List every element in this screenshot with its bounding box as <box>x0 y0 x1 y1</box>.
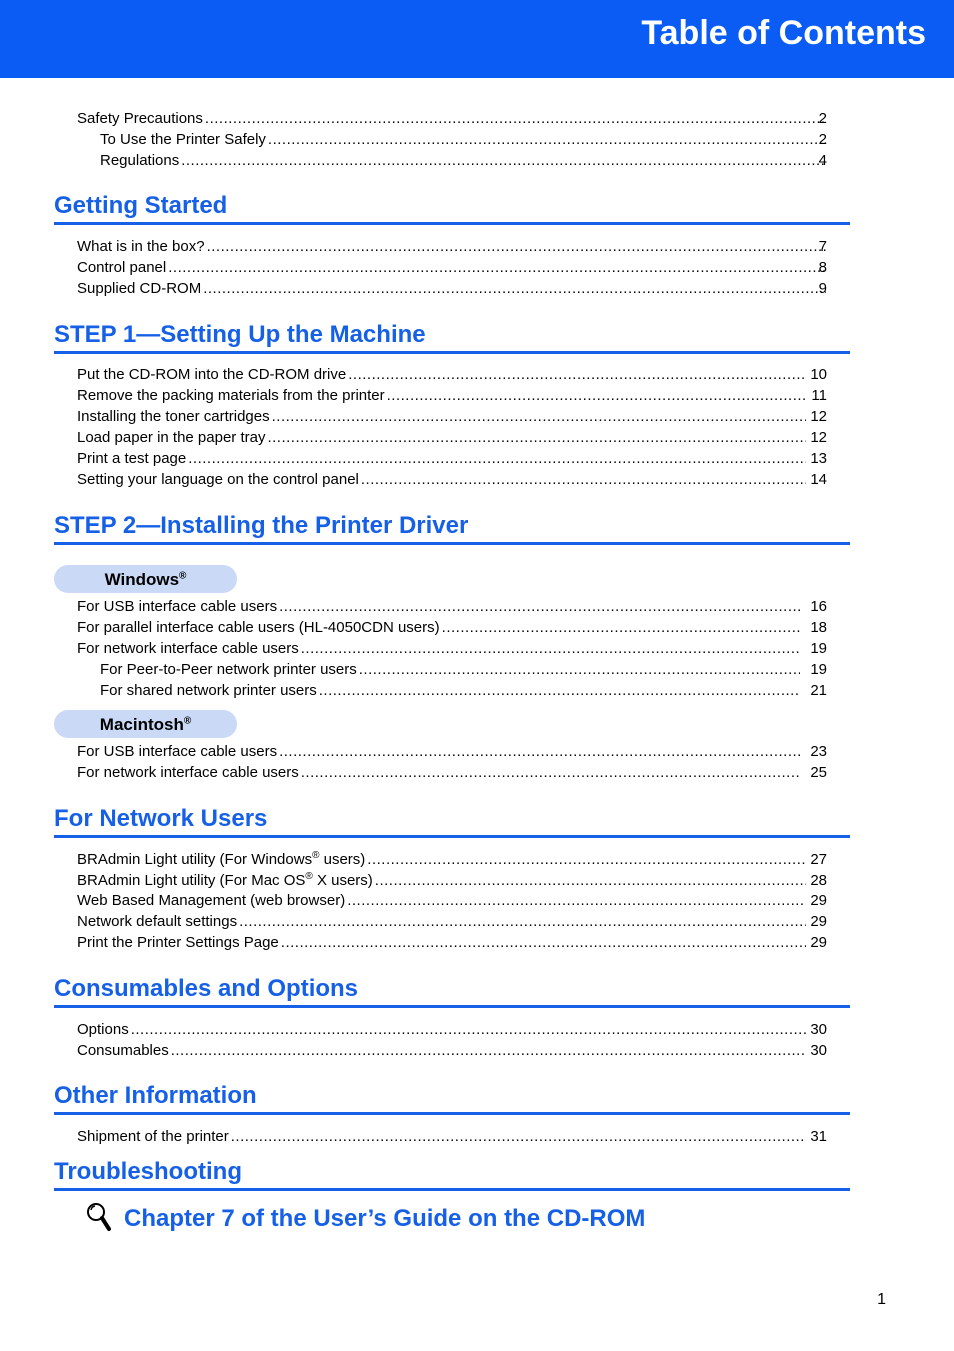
toc-entry-page: 30 <box>810 1042 827 1059</box>
toc-entry-page: 7 <box>818 238 827 255</box>
toc-entry[interactable] <box>0 469 954 490</box>
leader-dots <box>268 129 826 150</box>
toc-entry-page: 29 <box>810 934 827 951</box>
toc-entry-text: To Use the Printer Safely <box>100 131 266 148</box>
toc-entry[interactable] <box>0 680 954 701</box>
toc-entry-page: 31 <box>810 1128 827 1145</box>
toc-entry[interactable] <box>0 890 954 911</box>
section-network-users <box>54 793 850 838</box>
leader-dots <box>181 150 826 171</box>
toc-entry-page: 28 <box>810 872 827 889</box>
toc-entry-text: Print the Printer Settings Page <box>77 934 279 951</box>
leader-dots <box>171 1040 806 1061</box>
leader-dots <box>375 870 806 891</box>
toc-entry-text: Options <box>77 1021 129 1038</box>
toc-entry-text: For network interface cable users <box>77 764 299 781</box>
toc-entry-text: Regulations <box>100 152 180 169</box>
toc-entry-page: 10 <box>810 366 827 383</box>
toc-entry[interactable] <box>0 638 954 659</box>
toc-entry-page: 4 <box>818 152 827 169</box>
toc-entry-text: BRAdmin Light utility (For Mac OS® X users) <box>77 871 373 889</box>
leader-dots <box>361 469 806 490</box>
registered-mark: ® <box>312 850 320 861</box>
leader-dots <box>188 448 806 469</box>
section-getting-started <box>54 180 850 225</box>
macintosh-subheading: Macintosh® <box>54 710 237 738</box>
leader-dots <box>168 257 826 278</box>
section-title: For Network Users <box>54 805 268 832</box>
leader-dots <box>207 236 826 257</box>
toc-entry-page: 9 <box>818 280 827 297</box>
registered-mark: ® <box>179 570 187 582</box>
toc-entry-text: Setting your language on the control panel <box>77 471 359 488</box>
toc-entry[interactable] <box>0 870 954 891</box>
section-rule <box>54 542 850 545</box>
toc-entry[interactable] <box>0 257 954 278</box>
leader-dots <box>279 596 800 617</box>
page-title: Table of Contents <box>641 14 926 52</box>
toc-entry-page: 11 <box>811 387 827 404</box>
toc-entry[interactable] <box>0 385 954 406</box>
section-rule <box>54 835 850 838</box>
section-rule <box>54 1112 850 1115</box>
leader-dots <box>348 364 806 385</box>
toc-entry[interactable] <box>0 741 954 762</box>
leader-dots <box>231 1126 806 1147</box>
registered-mark: ® <box>305 871 313 882</box>
leader-dots <box>367 849 806 870</box>
toc-entry[interactable] <box>0 762 954 783</box>
toc-entry-page: 30 <box>810 1021 827 1038</box>
toc-entry[interactable] <box>0 617 954 638</box>
toc-entry-text: Control panel <box>77 259 167 276</box>
toc-entry-text: Web Based Management (web browser) <box>77 892 346 909</box>
toc-entry[interactable] <box>0 1019 954 1040</box>
toc-entry-text: Remove the packing materials from the printer <box>77 387 385 404</box>
toc-entry-text: Print a test page <box>77 450 187 467</box>
section-rule <box>54 1005 850 1008</box>
page-number: 1 <box>877 1291 886 1308</box>
section-title: Troubleshooting <box>54 1158 242 1185</box>
toc-entry[interactable] <box>0 911 954 932</box>
leader-dots <box>387 385 806 406</box>
toc-entry-page: 23 <box>810 743 827 760</box>
toc-entry-text: What is in the box? <box>77 238 205 255</box>
toc-entry-text: Shipment of the printer <box>77 1128 229 1145</box>
toc-entry-page: 13 <box>810 450 827 467</box>
section-troubleshooting <box>54 1146 850 1191</box>
section-title: STEP 1—Setting Up the Machine <box>54 321 426 348</box>
toc-entry[interactable] <box>0 406 954 427</box>
toc-entry-page: 12 <box>810 408 827 425</box>
toc-entry-page: 25 <box>810 764 827 781</box>
section-title: Getting Started <box>54 192 228 219</box>
windows-subheading: Windows® <box>54 565 237 593</box>
section-step1 <box>54 310 850 354</box>
toc-entry[interactable] <box>0 278 954 299</box>
chapter-reference-text: Chapter 7 of the User’s Guide on the CD-ROM <box>124 1205 646 1232</box>
toc-entry-text: Network default settings <box>77 913 238 930</box>
section-rule <box>54 1188 850 1191</box>
leader-dots <box>131 1019 806 1040</box>
toc-entry-page: 19 <box>810 640 827 657</box>
toc-entry[interactable] <box>0 236 954 257</box>
toc-entry-page: 2 <box>818 110 827 127</box>
leader-dots <box>301 762 800 783</box>
toc-entry-page: 14 <box>810 471 827 488</box>
toc-entry-text: Supplied CD-ROM <box>77 280 202 297</box>
leader-dots <box>203 278 826 299</box>
registered-mark: ® <box>183 715 192 727</box>
toc-entry-page: 29 <box>810 913 827 930</box>
leader-dots <box>319 680 800 701</box>
toc-entry[interactable] <box>0 596 954 617</box>
toc-entry-page: 19 <box>810 661 827 678</box>
toc-entry-text: Installing the toner cartridges <box>77 408 270 425</box>
toc-entry[interactable] <box>0 932 954 953</box>
toc-entry[interactable] <box>0 659 954 680</box>
toc-entry-page: 27 <box>810 851 827 868</box>
toc-entry[interactable] <box>0 1040 954 1061</box>
section-step2 <box>54 500 850 545</box>
section-rule <box>54 351 850 354</box>
leader-dots <box>239 911 806 932</box>
leader-dots <box>272 406 806 427</box>
section-rule <box>54 222 850 225</box>
toc-entry-page: 2 <box>818 131 827 148</box>
leader-dots <box>301 638 800 659</box>
leader-dots <box>267 427 806 448</box>
section-consumables <box>54 963 850 1008</box>
leader-dots <box>359 659 800 680</box>
toc-entry-page: 12 <box>810 429 827 446</box>
leader-dots <box>205 108 826 129</box>
section-title: Consumables and Options <box>54 975 359 1002</box>
toc-entry[interactable] <box>0 364 954 385</box>
leader-dots <box>281 932 806 953</box>
toc-entry-text: For network interface cable users <box>77 640 299 657</box>
magnifier-icon <box>86 1202 112 1237</box>
leader-dots <box>279 741 800 762</box>
leader-dots <box>442 617 800 638</box>
toc-entry-page: 21 <box>810 682 827 699</box>
chapter-reference[interactable] <box>86 1201 645 1237</box>
section-other-information <box>54 1070 850 1115</box>
toc-entry[interactable] <box>0 108 954 129</box>
toc-entry-text: For shared network printer users <box>100 682 317 699</box>
toc-entry-page: 18 <box>810 619 827 636</box>
leader-dots <box>347 890 806 911</box>
toc-entry-text: Load paper in the paper tray <box>77 429 266 446</box>
toc-entry[interactable] <box>0 448 954 469</box>
toc-entry-text: For USB interface cable users <box>77 743 278 760</box>
toc-entry-page: 29 <box>810 892 827 909</box>
toc-entry-text: For USB interface cable users <box>77 598 278 615</box>
toc-entry[interactable] <box>0 129 954 150</box>
toc-entry-text: Consumables <box>77 1042 169 1059</box>
toc-entry-text: Safety Precautions <box>77 110 203 127</box>
toc-entry-text: For Peer-to-Peer network printer users <box>100 661 357 678</box>
toc-entry-page: 8 <box>818 259 827 276</box>
toc-entry[interactable] <box>0 1126 954 1147</box>
toc-entry[interactable] <box>0 427 954 448</box>
section-title: STEP 2—Installing the Printer Driver <box>54 512 469 539</box>
toc-entry-text: For parallel interface cable users (HL-4050CDN users) <box>77 619 440 636</box>
header-bar <box>0 0 954 78</box>
section-title: Other Information <box>54 1082 257 1109</box>
toc-entry[interactable] <box>0 150 954 171</box>
toc-entry-text: Put the CD-ROM into the CD-ROM drive <box>77 366 347 383</box>
toc-entry[interactable] <box>0 849 954 870</box>
toc-entry-page: 16 <box>810 598 827 615</box>
toc-entry-text: BRAdmin Light utility (For Windows® users) <box>77 850 366 868</box>
